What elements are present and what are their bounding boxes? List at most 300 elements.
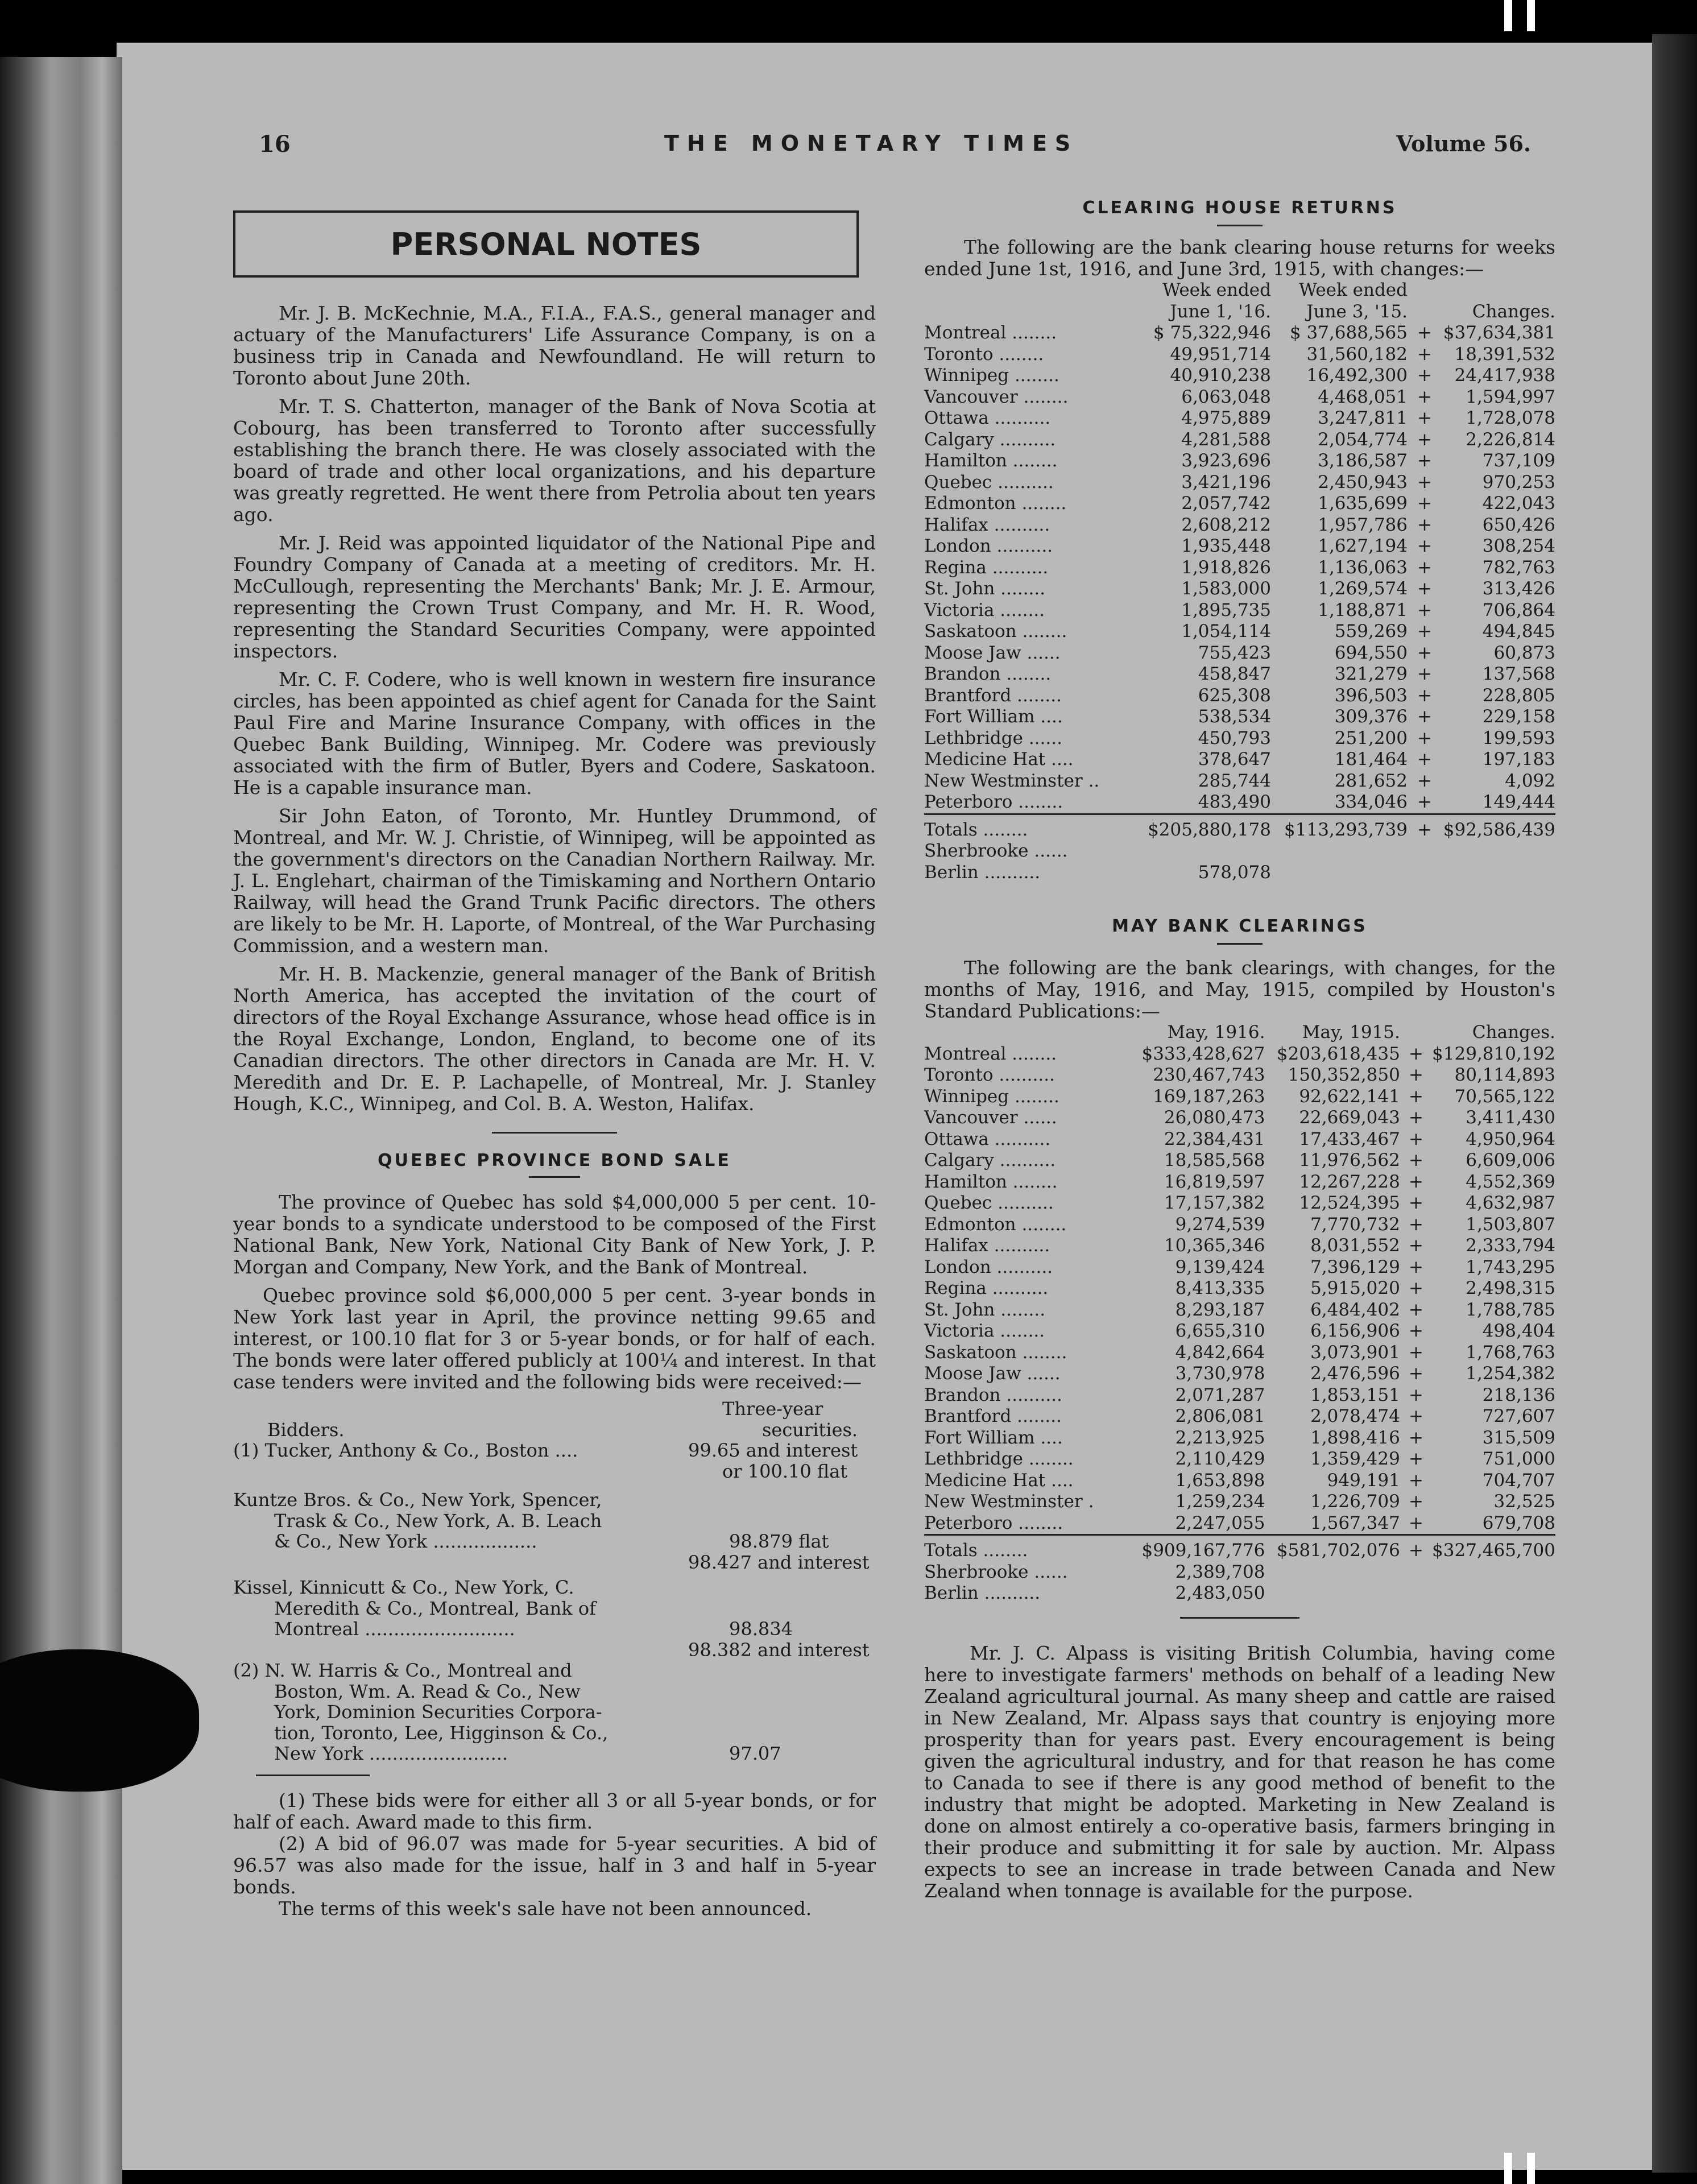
col-head: Bidders. (267, 1418, 345, 1441)
table-cell: Edmonton ........ (924, 493, 1067, 514)
table-cell: 498,404 (1482, 1321, 1555, 1341)
table-cell: + (1408, 1107, 1423, 1128)
bids-table (233, 1399, 876, 1764)
table-cell: 1,567,347 (1310, 1512, 1400, 1533)
table-cell: 751,000 (1482, 1449, 1555, 1469)
table-cell: 650,426 (1482, 514, 1555, 535)
table-cell: 8,413,335 (1175, 1278, 1265, 1298)
col-head: May, 1916. (1167, 1022, 1265, 1043)
table-cell: Victoria ........ (924, 599, 1045, 621)
table-cell: Halifax .......... (924, 1235, 1050, 1256)
table-cell: 3,247,811 (1318, 408, 1408, 428)
table-row (924, 1278, 1555, 1300)
table-row (924, 1406, 1555, 1428)
table-row (924, 862, 1555, 884)
table-row (924, 450, 1555, 472)
table-cell: + (1417, 514, 1432, 535)
table-cell: 1,743,295 (1466, 1256, 1555, 1277)
page-number: 16 (259, 131, 291, 158)
table-cell: + (1408, 1363, 1423, 1384)
table-cell (1442, 862, 1555, 884)
may-title: MAY BANK CLEARINGS (1112, 916, 1368, 936)
personal-notes-heading-box (233, 210, 859, 278)
table-cell: 6,655,310 (1175, 1321, 1265, 1341)
table-cell: Winnipeg ........ (924, 1086, 1059, 1107)
col-head: Changes. (1472, 1022, 1555, 1043)
col-head: Week ended (1298, 280, 1408, 300)
table-cell: 2,110,429 (1175, 1449, 1265, 1469)
film-mark (1527, 0, 1535, 31)
footnote: (2) A bid of 96.07 was made for 5-year securities. A bid of 96.57 was also made for the issue, half in 3 and half in 5-year bonds. (233, 1832, 876, 1898)
table-row (924, 643, 1555, 664)
table-cell: Calgary .......... (924, 1150, 1056, 1170)
note-paragraph: Mr. C. F. Codere, who is well known in western fire insurance circles, has been appointed as chief agent for Canada for the Saint Paul Fire and Marine Insurance Company, with offices in the Quebec Bank Building, Winnipeg. Mr. Codere was previously associated with the firm of Butler, Byers and Codere, Saskatoon. He is a capable insurance man. (233, 668, 876, 799)
table-cell: 70,565,122 (1454, 1086, 1555, 1107)
table-cell: 197,183 (1482, 749, 1555, 770)
bid-line: tion, Toronto, Lee, Higginson & Co., (274, 1722, 609, 1744)
table-row (924, 578, 1555, 600)
table-row (924, 1086, 1555, 1108)
table-cell: Medicine Hat .... (924, 749, 1074, 770)
table-cell: Brandon .......... (924, 1384, 1062, 1405)
table-cell: 578,078 (1198, 862, 1271, 883)
table-row (924, 1491, 1555, 1513)
col-head: Week ended (1162, 280, 1271, 300)
bid-value: or 100.10 flat (722, 1460, 848, 1482)
film-mark (1504, 2153, 1512, 2184)
table-row (924, 706, 1555, 728)
table-cell: 625,308 (1198, 685, 1271, 706)
left-column (233, 210, 876, 1920)
table-cell: 251,200 (1334, 727, 1408, 748)
col-head: May, 1915. (1302, 1022, 1400, 1043)
table-cell: + (1408, 1128, 1423, 1149)
table-cell: 17,157,382 (1164, 1193, 1265, 1213)
col-head: Changes. (1472, 301, 1555, 322)
table-cell: 281,652 (1334, 770, 1408, 791)
table-cell: 9,274,539 (1175, 1214, 1265, 1235)
table-cell: 1,768,763 (1466, 1342, 1555, 1363)
table-row (924, 1470, 1555, 1492)
table-cell: 1,627,194 (1318, 536, 1408, 556)
table-cell: 2,450,943 (1318, 471, 1408, 493)
table-row (924, 1193, 1555, 1214)
table-cell: Medicine Hat .... (924, 1470, 1074, 1491)
table-cell: Peterboro ........ (924, 1512, 1063, 1533)
table-row (924, 472, 1555, 494)
table-cell: $205,880,178 (1135, 814, 1271, 841)
table-cell: 755,423 (1198, 642, 1271, 663)
table-cell: + (1408, 1406, 1423, 1426)
table-cell: + (1408, 1193, 1423, 1213)
table-cell: 313,426 (1482, 578, 1555, 599)
table-row (924, 536, 1555, 557)
table-cell: + (1408, 1384, 1423, 1405)
table-cell: 229,158 (1482, 706, 1555, 727)
table-cell: 4,632,987 (1466, 1193, 1555, 1213)
table-cell: + (1417, 706, 1432, 727)
table-cell: + (1408, 1235, 1423, 1256)
table-row (924, 1428, 1555, 1449)
note-paragraph: Sir John Eaton, of Toronto, Mr. Huntley Drummond, of Montreal, and Mr. W. J. Christie, of Winnipeg, will be appointed as the government's directors on the Canadian Northern Railway. Mr. J. L. Englehart, chairman of the Timiskaming and Northern Ontario Railway, will head the Grand Trunk Pacific directors. The others are likely to be Mr. H. Laporte, of Montreal, of the War Purchasing Commission, and a western man. (233, 805, 876, 957)
table-cell: 2,476,596 (1310, 1363, 1400, 1384)
table-cell: $203,618,435 (1276, 1043, 1400, 1064)
table-cell: 9,139,424 (1175, 1256, 1265, 1277)
table-cell (1271, 862, 1408, 884)
table-row (924, 1583, 1555, 1604)
table-cell (1400, 1562, 1432, 1583)
table-cell: 2,054,774 (1318, 429, 1408, 450)
table-row (924, 515, 1555, 536)
table-row (924, 771, 1555, 792)
table-cell: 32,525 (1493, 1491, 1555, 1512)
table-cell: + (1417, 792, 1432, 812)
table-cell: + (1408, 814, 1442, 841)
table-cell: Berlin .......... (924, 1583, 1041, 1603)
table-cell: 2,247,055 (1175, 1512, 1265, 1533)
table-cell: + (1408, 1150, 1423, 1170)
table-cell: 1,226,709 (1310, 1491, 1400, 1512)
table-cell: 230,467,743 (1153, 1065, 1265, 1085)
table-cell: 2,226,814 (1466, 429, 1555, 450)
table-cell: Saskatoon ........ (924, 1342, 1067, 1363)
table-cell: + (1408, 1086, 1423, 1107)
table-cell: 1,359,429 (1310, 1449, 1400, 1469)
film-mark (1527, 2153, 1535, 2184)
table-cell: + (1417, 749, 1432, 770)
divider (256, 1774, 370, 1776)
table-row (924, 344, 1555, 366)
table-cell: Sherbrooke ...... (924, 841, 1068, 861)
table-row (924, 1363, 1555, 1385)
table-row (924, 1385, 1555, 1407)
table-row (924, 429, 1555, 451)
table-cell: 2,806,081 (1175, 1406, 1265, 1426)
bid-value: 98.427 and interest (688, 1551, 870, 1573)
table-cell: $92,586,439 (1442, 814, 1555, 841)
table-cell: 559,269 (1334, 621, 1408, 642)
table-cell: + (1408, 1278, 1423, 1298)
table-cell: + (1408, 1491, 1423, 1512)
table-row (924, 621, 1555, 643)
table-cell: + (1408, 1256, 1423, 1277)
bid-line: & Co., New York .................. (274, 1531, 537, 1552)
table-cell: 422,043 (1482, 493, 1555, 514)
bid-line: Boston, Wm. A. Read & Co., New (274, 1680, 581, 1702)
table-row (924, 1342, 1555, 1364)
table-cell: New Westminster . (924, 1491, 1094, 1512)
table-cell: + (1417, 685, 1432, 706)
table-cell: 150,352,850 (1288, 1065, 1400, 1085)
right-column (924, 198, 1555, 1902)
table-cell: Lethbridge ...... (924, 727, 1062, 748)
table-cell: London .......... (924, 536, 1053, 556)
table-cell: 18,585,568 (1164, 1150, 1265, 1170)
film-mark (1504, 0, 1512, 31)
table-cell: 3,186,587 (1318, 450, 1408, 471)
table-cell (1265, 1562, 1400, 1583)
table-cell: Toronto .......... (924, 1065, 1055, 1085)
table-cell: 5,915,020 (1310, 1278, 1400, 1298)
table-cell: Hamilton ........ (924, 450, 1058, 471)
table-cell: 727,607 (1482, 1406, 1555, 1426)
table-cell: 11,976,562 (1299, 1150, 1400, 1170)
table-cell: Peterboro ........ (924, 792, 1063, 812)
alpass-paragraph: Mr. J. C. Alpass is visiting British Columbia, having come here to investigate farmers' methods on behalf of a leading New Zealand agricultural journal. As many sheep and cattle are raised in New Zealand, Mr. Alpass says that country is enjoying more prosperity than for years past. Every encouragement is being given the agricultural industry, and for that reason he has come to Canada to see if there is any good method of benefit to the industry that might be adopted. Marketing in New Zealand is done on almost entirely a co-operative basis, farmers bringing in their produce and submitting it for sale by auction. Mr. Alpass expects to see an increase in trade between Canada and New Zealand when tonnage is available for the purpose. (924, 1641, 1555, 1902)
table-cell (1265, 1583, 1400, 1604)
table-row (924, 1300, 1555, 1321)
table-cell: + (1408, 1512, 1423, 1533)
table-cell: 92,622,141 (1299, 1086, 1400, 1107)
bid-value: 99.65 and interest (688, 1440, 858, 1461)
table-cell: 6,484,402 (1310, 1299, 1400, 1320)
bond-paragraph: Quebec province sold $6,000,000 5 per cent. 3-year bonds in New York last year in April, the province netting 99.65 and interest, or 100.10 flat for 3 or 5-year bonds, or for half of each. The bonds were later offered publicly at 100¼ and interest. In that case tenders were invited and the following bids were received:— (233, 1284, 876, 1393)
table-row (924, 1321, 1555, 1342)
bid-line: York, Dominion Securities Corpora- (274, 1701, 602, 1723)
bid-value: 98.834 (729, 1618, 793, 1640)
table-cell: 1,898,416 (1310, 1427, 1400, 1448)
table-cell: 49,951,714 (1170, 344, 1271, 365)
table-cell: $ 37,688,565 (1289, 322, 1408, 343)
table-cell: St. John ........ (924, 578, 1046, 599)
table-row (924, 322, 1555, 344)
table-row (924, 814, 1555, 841)
table-cell: Victoria ........ (924, 1321, 1045, 1341)
table-cell: + (1400, 1535, 1432, 1562)
table-cell: Moose Jaw ...... (924, 1363, 1061, 1384)
table-cell: 16,492,300 (1306, 365, 1408, 386)
table-cell: Quebec .......... (924, 471, 1054, 493)
clearing-title: CLEARING HOUSE RETURNS (1082, 198, 1397, 218)
table-cell: 4,975,889 (1181, 408, 1271, 428)
table-row (924, 1107, 1555, 1129)
table-cell: Vancouver ...... (924, 1107, 1057, 1128)
table-cell: 704,707 (1482, 1470, 1555, 1491)
table-cell: Lethbridge ........ (924, 1449, 1074, 1469)
table-cell: Montreal ........ (924, 1043, 1057, 1064)
may-table (924, 1022, 1555, 1604)
table-cell: 1,503,807 (1466, 1214, 1555, 1235)
table-cell: 80,114,893 (1454, 1065, 1555, 1085)
table-cell: 3,421,196 (1181, 471, 1271, 493)
table-cell: Berlin .......... (924, 862, 1041, 883)
table-cell: Fort William .... (924, 1427, 1063, 1448)
table-cell: 2,483,050 (1175, 1583, 1265, 1603)
table-cell: Ottawa .......... (924, 408, 1051, 428)
table-cell: Regina .......... (924, 1278, 1049, 1298)
table-cell: + (1417, 365, 1432, 386)
table-cell: + (1417, 642, 1432, 663)
table-cell: $327,465,700 (1432, 1535, 1555, 1562)
table-cell: 494,845 (1482, 621, 1555, 642)
footnote: (1) These bids were for either all 3 or all 5-year bonds, or for half of each. Award made to this firm. (233, 1789, 876, 1833)
bid-line: Trask & Co., New York, A. B. Leach (274, 1509, 602, 1532)
table-cell: 2,608,212 (1181, 514, 1271, 535)
table-cell: $37,634,381 (1443, 322, 1555, 343)
note-paragraph: Mr. T. S. Chatterton, manager of the Bank of Nova Scotia at Cobourg, has been transferred to Toronto after successfully establishing the branch there. He was closely associated with the board of trade and other local organizations, and his departure was greatly regretted. He went there from Petrolia about ten years ago. (233, 395, 876, 526)
table-cell: + (1408, 1321, 1423, 1341)
table-cell: 218,136 (1482, 1384, 1555, 1405)
table-row (924, 1513, 1555, 1535)
table-cell: 694,550 (1334, 642, 1408, 663)
table-row (924, 557, 1555, 579)
table-row (924, 728, 1555, 750)
footnote: The terms of this week's sale have not been announced. (279, 1897, 812, 1920)
table-cell: 8,031,552 (1310, 1235, 1400, 1256)
table-cell: 137,568 (1482, 664, 1555, 684)
table-cell: 24,417,938 (1454, 365, 1555, 386)
table-cell: Saskatoon ........ (924, 621, 1067, 642)
table-row (924, 365, 1555, 387)
table-cell: Brantford ........ (924, 1406, 1062, 1426)
table-cell: Hamilton ........ (924, 1171, 1058, 1192)
table-cell: Toronto ........ (924, 344, 1044, 365)
table-cell: Calgary .......... (924, 429, 1056, 450)
table-cell: 26,080,473 (1164, 1107, 1265, 1128)
table-cell: 6,609,006 (1466, 1150, 1555, 1170)
quebec-bond-title: QUEBEC PROVINCE BOND SALE (378, 1151, 731, 1170)
table-cell: 10,365,346 (1164, 1235, 1265, 1256)
table-cell: 1,853,151 (1310, 1384, 1400, 1405)
table-cell: + (1417, 493, 1432, 514)
table-cell: 4,092 (1505, 770, 1555, 791)
table-cell: Moose Jaw ...... (924, 642, 1061, 663)
table-cell: + (1408, 1470, 1423, 1491)
table-cell: 483,490 (1198, 792, 1271, 812)
table-cell: 1,269,574 (1318, 578, 1408, 599)
table-cell: Winnipeg ........ (924, 365, 1059, 386)
table-cell: 149,444 (1482, 792, 1555, 812)
table-cell: New Westminster .. (924, 770, 1100, 791)
table-cell: 22,669,043 (1299, 1107, 1400, 1128)
table-cell: + (1417, 408, 1432, 428)
table-row (924, 1065, 1555, 1086)
table-cell (1408, 841, 1442, 862)
table-cell: Halifax .......... (924, 514, 1050, 535)
table-row (924, 1235, 1555, 1257)
table-cell: + (1417, 322, 1432, 343)
table-cell: 16,819,597 (1164, 1171, 1265, 1192)
table-cell: 679,708 (1482, 1512, 1555, 1533)
table-row (924, 1044, 1555, 1065)
table-cell: + (1417, 599, 1432, 621)
footnotes (233, 1790, 876, 1920)
table-cell: Sherbrooke ...... (924, 1561, 1068, 1582)
table-cell: 538,534 (1198, 706, 1271, 727)
table-cell: Fort William .... (924, 706, 1063, 727)
table-row (924, 1257, 1555, 1279)
bid-line: (2) N. W. Harris & Co., Montreal and (233, 1660, 572, 1681)
table-cell: 1,635,699 (1318, 493, 1408, 514)
table-cell: + (1408, 1214, 1423, 1235)
table-cell: + (1417, 429, 1432, 450)
table-cell: + (1408, 1043, 1423, 1064)
table-cell: 1,054,114 (1181, 621, 1271, 642)
table-cell: 1,788,785 (1466, 1299, 1555, 1320)
table-cell: 3,073,901 (1310, 1342, 1400, 1363)
table-row (924, 1535, 1555, 1562)
table-cell: 40,910,238 (1170, 365, 1271, 386)
table-cell: 181,464 (1334, 749, 1408, 770)
bid-line: Kissel, Kinnicutt & Co., New York, C. (233, 1577, 574, 1598)
table-cell: $581,702,076 (1265, 1535, 1400, 1562)
table-row (924, 408, 1555, 429)
thumb-shadow (0, 1649, 199, 1792)
table-cell: 3,411,430 (1466, 1107, 1555, 1128)
table-row (924, 493, 1555, 515)
table-cell: 1,935,448 (1181, 536, 1271, 556)
table-cell: 12,524,395 (1299, 1193, 1400, 1213)
table-cell: + (1417, 450, 1432, 471)
table-cell (1271, 841, 1408, 862)
table-cell: 7,770,732 (1310, 1214, 1400, 1235)
personal-notes-title: PERSONAL NOTES (390, 226, 702, 262)
table-cell (1442, 841, 1555, 862)
table-cell: 2,057,742 (1181, 493, 1271, 514)
table-cell: 309,376 (1334, 706, 1408, 727)
bid-line: (1) Tucker, Anthony & Co., Boston .... (233, 1440, 578, 1461)
bid-line: Montreal .......................... (274, 1618, 515, 1640)
table-row (924, 749, 1555, 771)
table-cell: Ottawa .......... (924, 1128, 1051, 1149)
table-cell: + (1417, 727, 1432, 748)
table-cell: 22,384,431 (1164, 1128, 1265, 1149)
table-cell: 31,560,182 (1306, 344, 1408, 365)
table-cell: + (1417, 578, 1432, 599)
table-cell: + (1408, 1342, 1423, 1363)
bid-value: 98.382 and interest (688, 1639, 870, 1661)
note-paragraph: Mr. H. B. Mackenzie, general manager of the Bank of British North America, has accepted the invitation of the court of directors of the Royal Exchange Assurance, whose head office is in the Royal Exchange, London, England, to become one of its Canadian directors. The other directors in Canada are Mr. H. V. Meredith and Dr. E. P. Lachapelle, of Montreal, Mr. J. Stanley Hough, K.C., Winnipeg, and Col. B. A. Weston, Halifax. (233, 963, 876, 1115)
col-head: Three-year (722, 1398, 823, 1420)
table-cell: + (1417, 770, 1432, 791)
table-cell: 1,895,735 (1181, 599, 1271, 621)
table-cell: $909,167,776 (1130, 1535, 1265, 1562)
book-spine (0, 57, 122, 2184)
table-cell: 334,046 (1334, 792, 1408, 812)
note-paragraph: Mr. J. B. McKechnie, M.A., F.I.A., F.A.S., general manager and actuary of the Manufacturers' Life Assurance Company, is on a business trip in Canada and Newfoundland. He will return to Toronto about June 20th. (233, 302, 876, 389)
table-row (924, 841, 1555, 862)
table-cell: + (1408, 1065, 1423, 1085)
table-row (924, 600, 1555, 622)
table-cell: 2,498,315 (1466, 1278, 1555, 1298)
table-cell: 1,583,000 (1181, 578, 1271, 599)
table-cell: 1,728,078 (1466, 408, 1555, 428)
table-cell: 199,593 (1482, 727, 1555, 748)
table-cell: Brantford ........ (924, 685, 1062, 706)
table-cell: 4,950,964 (1466, 1128, 1555, 1149)
table-cell: Regina .......... (924, 557, 1049, 578)
table-cell: + (1417, 471, 1432, 493)
table-row (924, 664, 1555, 685)
table-cell: Vancouver ........ (924, 386, 1069, 407)
table-cell: 4,842,664 (1175, 1342, 1265, 1363)
table-cell: 782,763 (1482, 557, 1555, 578)
table-cell: + (1417, 386, 1432, 407)
table-row (924, 792, 1555, 814)
table-cell (1432, 1562, 1555, 1583)
table-row (924, 1129, 1555, 1151)
table-row (924, 387, 1555, 408)
table-cell: 2,213,925 (1175, 1427, 1265, 1448)
table-cell: 4,552,369 (1466, 1171, 1555, 1192)
table-cell (1400, 1583, 1432, 1604)
table-cell: Brandon ........ (924, 664, 1052, 684)
table-cell: 1,594,997 (1466, 386, 1555, 407)
table-cell: 60,873 (1493, 642, 1555, 663)
bid-value: 97.07 (729, 1743, 781, 1764)
table-cell: + (1417, 664, 1432, 684)
table-cell: 4,468,051 (1318, 386, 1408, 407)
